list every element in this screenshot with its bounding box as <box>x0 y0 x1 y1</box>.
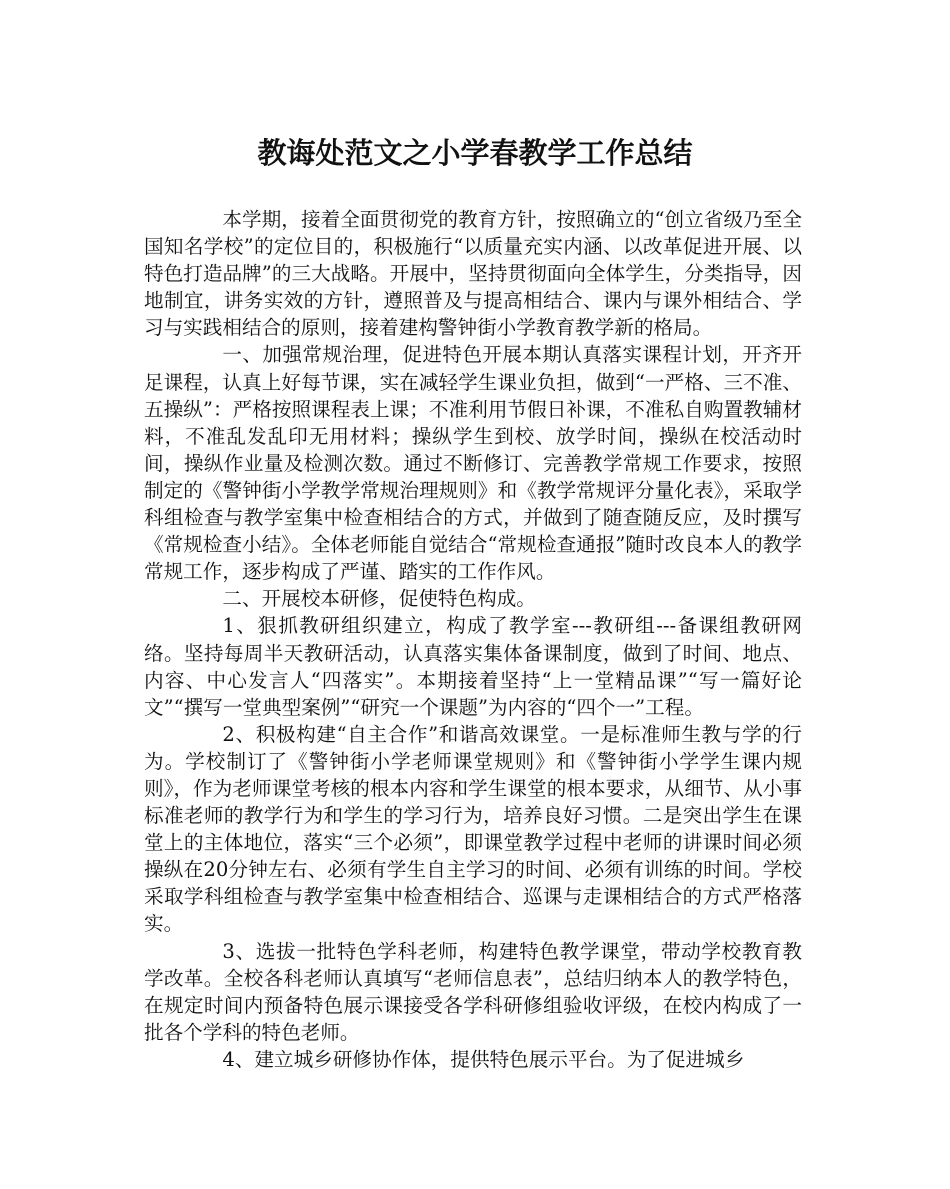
document-body <box>144 206 802 1073</box>
section-heading-2: 二、开展校本研修，促使特色构成。 <box>222 587 536 611</box>
paragraph-item-3: 3、选拔一批特色学科老师，构建特色教学课堂，带动学校教育教学改革。全校各科老师认真填写“老师信息表”，总结归纳本人的教学特色，在规定时间内预备特色展示课接受各学科研修组验收评级，在校内构成了一批各个学科的特色老师。 <box>144 939 802 1044</box>
paragraph-item-2: 2、积极构建“自主合作”和谐高效课堂。一是标准师生教与学的行为。学校制订了《警钟街小学老师课堂规则》和《警钟街小学学生课内规则》，作为老师课堂考核的根本内容和学生课堂的根本要求，从细节、从小事标准老师的教学行为和学生的学习行为，培养良好习惯。二是突出学生在课堂上的主体地位，落实“三个必须”，即课堂教学过程中老师的讲课时间必须操纵在20分钟左右、必须有学生自主学习的时间、必须有训练的时间。学校采取学科组检查与教学室集中检查相结合、巡课与走课相结合的方式严格落实。 <box>144 722 802 936</box>
paragraph-intro: 本学期，接着全面贯彻党的教育方针，按照确立的“创立省级乃至全国知名学校”的定位目的，积极施行“以质量充实内涵、以改革促进开展、以特色打造品牌”的三大战略。开展中，坚持贯彻面向全体学生，分类指导，因地制宜，讲务实效的方针，遵照普及与提高相结合、课内与课外相结合、学习与实践相结合的原则，接着建构警钟街小学教育教学新的格局。 <box>144 208 802 340</box>
paragraph-item-4: 4、建立城乡研修协作体，提供特色展示平台。为了促进城乡 <box>222 1047 745 1071</box>
paragraph-item-1: 1、狠抓教研组织建立，构成了教学室---教研组---备课组教研网络。坚持每周半天教研活动，认真落实集体备课制度，做到了时间、地点、内容、中心发言人“四落实”。本期接着坚持“上一堂精品课”“写一篇好论文”“撰写一堂典型案例”“研究一个课题”为内容的“四个一”工程。 <box>144 614 802 719</box>
document-title: 教诲处范文之小学春教学工作总结 <box>257 136 693 170</box>
paragraph-section-1: 一、加强常规治理，促进特色开展本期认真落实课程计划，开齐开足课程，认真上好每节课，实在减轻学生课业负担，做到“一严格、三不准、五操纵”：严格按照课程表上课；不准利用节假日补课，不准私自购置教辅材料，不准乱发乱印无用材料；操纵学生到校、放学时间，操纵在校活动时间，操纵作业量及检测次数。通过不断修订、完善教学常规工作要求，按照制定的《警钟街小学教学常规治理规则》和《教学常规评分量化表》，采取学科组检查与教学室集中检查相结合的方式，并做到了随查随反应，及时撰写《常规检查小结》。全体老师能自觉结合“常规检查通报”随时改良本人的教学常规工作，逐步构成了严谨、踏实的工作作风。 <box>144 343 802 584</box>
